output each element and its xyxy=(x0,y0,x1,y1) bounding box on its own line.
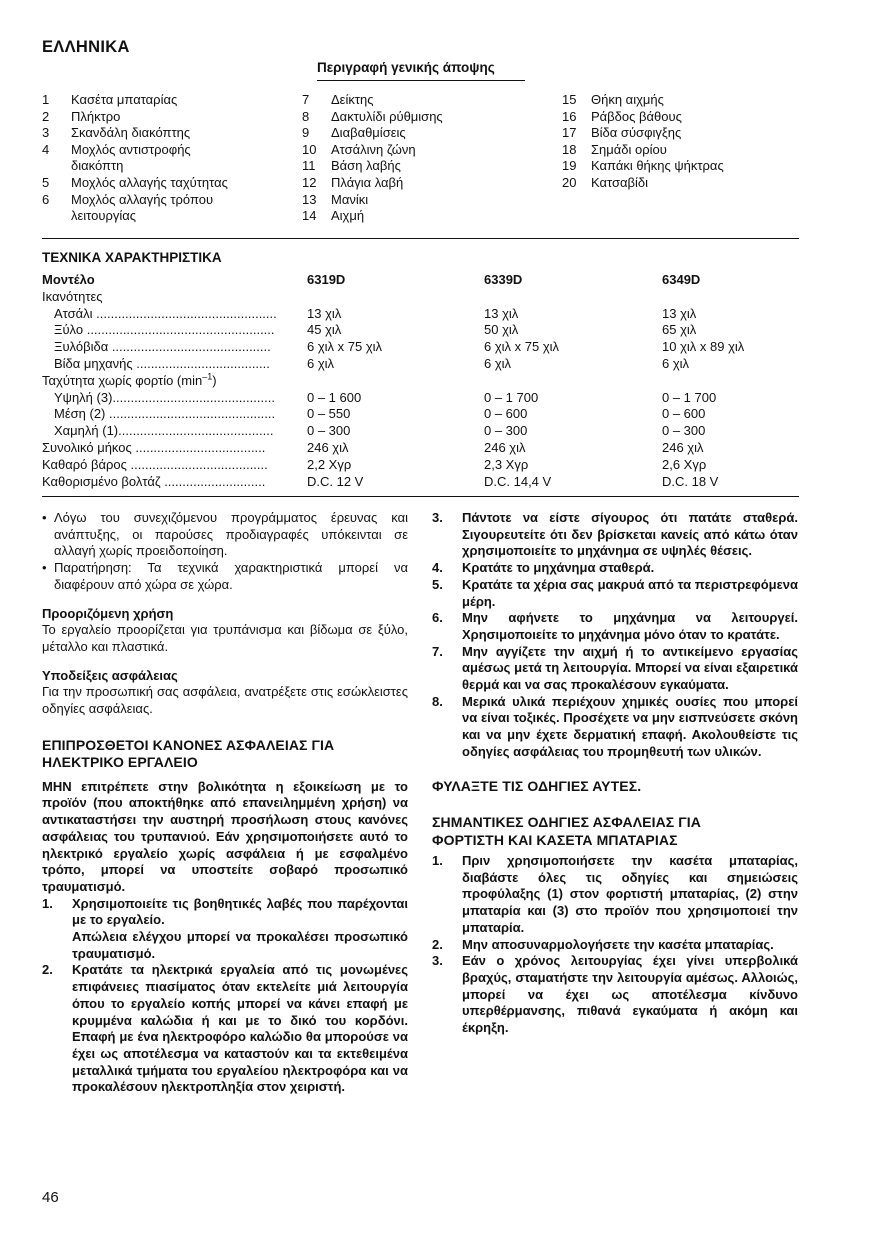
battery-rule: 2. Μην αποσυναρμολογήσετε την κασέτα μπαταρίας. xyxy=(432,936,774,952)
part-item xyxy=(42,142,228,159)
spec-value: D.C. 18 V xyxy=(662,473,719,489)
high-speed-label: Υψηλή (3)............................................. xyxy=(54,389,275,405)
spec-value: 10 χιλ x 89 χιλ xyxy=(662,339,745,355)
spec-value: 246 χιλ xyxy=(307,439,349,455)
part-number: 14 xyxy=(302,208,317,224)
bullet-icon: • xyxy=(42,510,47,525)
bullet-note: • Παρατήρηση: Τα τεχνικά χαρακτηριστικά μπορεί να διαφέρουν από χώρα σε χώρα. xyxy=(42,560,408,592)
part-item xyxy=(42,175,228,192)
battery-rule: 3. Εάν ο χρόνος λειτουργίας έχει γίνει υπερβολικά βραχύς, σταματήστε την λειτουργία αμέσως. Αλλοιώς, μπορεί να έχει ως αποτέλεσμα κίνδυνο υπερθέρμανσης, πιθανά εγκαύματα ή ακόμη και έκρηξη. xyxy=(432,953,798,1036)
part-number: 5 xyxy=(42,174,50,190)
part-item xyxy=(562,125,724,142)
spec-value: 2,6 Χγρ xyxy=(662,456,707,472)
bullet-note: • Λόγω του συνεχιζόμενου προγράμματος έρευνας και ανάπτυξης, οι παρούσες προδιαγραφές υπόκεινται σε αλλαγή χωρίς προειδοποίηση. xyxy=(42,510,408,559)
spec-value: 13 χιλ xyxy=(307,305,342,321)
parts-heading-underline xyxy=(317,80,525,81)
numbered-rule: 7. Μην αγγίζετε την αιχμή ή το αντικείμενο εργασίας αμέσως μετά τη λειτουργία. Μπορεί να είναι εξαιρετικά θερμά και να σας προκαλέσουν εγκαύματα. xyxy=(432,643,798,693)
specs-heading: ΤΕΧΝΙΚΑ ΧΑΡΑΚΤΗΡΙΣΤΙΚΑ xyxy=(42,250,222,265)
spec-value: 13 χιλ xyxy=(662,305,697,321)
part-item xyxy=(42,125,228,142)
part-label: Κασέτα μπαταρίας xyxy=(71,92,178,107)
part-item xyxy=(562,175,724,192)
numbered-rule: 1. Χρησιμοποιείτε τις βοηθητικές λαβές που παρέχονται με το εργαλείο. Απώλεια ελέγχου μπορεί να προκαλέσει προσωπικό τραυματισμό. xyxy=(42,895,408,961)
parts-list-column-2 xyxy=(302,92,443,225)
part-label: λειτουργίας xyxy=(71,208,137,224)
spec-value: 0 – 300 xyxy=(662,423,706,439)
medium-speed-label: Μέση (2) .............................................. xyxy=(54,406,276,422)
part-item xyxy=(302,192,443,209)
part-label: Πλήκτρο xyxy=(71,108,121,124)
spec-value: 65 χιλ xyxy=(662,322,697,338)
part-item xyxy=(562,142,724,159)
spec-value: 2,2 Χγρ xyxy=(307,456,352,472)
numbered-rule: 8. Μερικά υλικά περιέχουν χημικές ουσίες που μπορεί να είναι τοξικές. Προσέχετε να μην εισπνεύσετε σκόνη και να μην έχετε δερματική επαφή. Ακολουθείστε τις οδηγίες ασφάλειας του προμηθευτή των υλικών. xyxy=(432,693,798,759)
part-item xyxy=(42,109,228,126)
spec-value: 0 – 600 xyxy=(484,406,528,422)
language-title: ΕΛΛΗΝΙΚΑ xyxy=(42,38,130,56)
spec-value: 0 – 1 600 xyxy=(307,389,362,405)
keep-instructions-heading: ΦΥΛΑΞΤΕ ΤΙΣ ΟΔΗΓΙΕΣ ΑΥΤΕΣ. xyxy=(432,777,642,794)
rated-voltage-label: Καθορισμένο βολτάζ ............................ xyxy=(42,473,266,489)
part-label: Θήκη αιχμής xyxy=(591,92,664,107)
part-item xyxy=(302,175,443,192)
part-item-continued xyxy=(42,208,228,225)
safety-tips-text: Για την προσωπική σας ασφάλεια, ανατρέξετε στις εσώκλειστες οδηγίες ασφάλειας. xyxy=(42,684,408,717)
numbered-rule: 6. Μην αφήνετε το μηχάνημα να λειτουργεί. Χρησιμοποιείτε το μηχάνημα μόνο όταν το κρατάτε. xyxy=(432,610,798,642)
part-item xyxy=(302,158,443,175)
part-label: Μοχλός αλλαγής ταχύτητας xyxy=(71,174,228,190)
part-number: 7 xyxy=(302,92,310,107)
part-item xyxy=(562,92,724,109)
spec-value: 6 χιλ x 75 χιλ xyxy=(307,339,383,355)
spec-value: D.C. 12 V xyxy=(307,473,364,489)
right-column xyxy=(432,510,798,1037)
battery-rule: 1. Πριν χρησιμοποιήσετε την κασέτα μπαταρίας, διαβάστε όλες τις οδηγίες και σημειώσεις προφύλαξης (1) στον φορτιστή μπαταρίας, (2) στην μπαταρία και (3) στο προϊόν που χρησιμοποιεί την μπαταρία. xyxy=(432,853,798,935)
machine-screw-label: Βίδα μηχανής ..................................... xyxy=(54,355,270,371)
part-label: Μοχλός αλλαγής τρόπου xyxy=(71,191,214,207)
parts-list-column-3 xyxy=(562,92,724,192)
part-label: Δακτυλίδι ρύθμισης xyxy=(331,108,443,124)
numbered-rule: 2. Κρατάτε τα ηλεκτρικά εργαλεία από τις μονωμένες επιφάνειες πιασίματος όταν εκτελείτε μιά λειτουργία όπου το εργαλείο κοπής μπορεί να κάνει επαφή με κρυμμένα καλώδια ή και με το δικό του κορδόνι. Επαφή με ένα ηλεκτροφόρο καλώδιο θα μπορούσε να έχει ως αποτέλεσμα να καταστούν και τα εκτεθειμένα μεταλλικά τμήματα του εργαλείου ηλεκτροφόρα και να προκαλέσουν ηλεκτροπληξία στον χειριστή. xyxy=(42,962,408,1095)
part-label: διακόπτη xyxy=(71,158,124,174)
safety-tips-heading: Υποδείξεις ασφάλειας xyxy=(42,667,178,683)
spec-value: D.C. 14,4 V xyxy=(484,473,552,489)
model-label: Μοντέλο xyxy=(42,272,95,287)
numbered-rule: 5. Κρατάτε τα χέρια σας μακρυά από τα περιστρεφόμενα μέρη. xyxy=(432,576,798,609)
intended-use-heading: Προοριζόμενη χρήση xyxy=(42,605,174,621)
spec-value: 0 – 550 xyxy=(307,406,351,422)
part-label: Πλάγια λαβή xyxy=(331,174,404,190)
section-divider xyxy=(42,238,799,239)
part-label: Διαβαθμίσεις xyxy=(331,125,406,141)
section-divider xyxy=(42,496,799,497)
part-number: 15 xyxy=(562,92,577,107)
spec-value: 6 χιλ xyxy=(307,355,335,371)
part-number: 3 xyxy=(42,125,50,141)
part-number: 6 xyxy=(42,191,50,207)
model-name: 6349D xyxy=(662,272,701,287)
spec-value: 0 – 1 700 xyxy=(484,389,539,405)
part-item-continued xyxy=(42,158,228,175)
wood-screw-label: Ξυλόβιδα ............................................ xyxy=(54,339,271,355)
part-item xyxy=(562,158,724,175)
part-label: Αιχμή xyxy=(331,208,365,224)
part-label: Μοχλός αντιστροφής xyxy=(71,141,191,157)
part-label: Κατσαβίδι xyxy=(591,174,649,190)
part-number: 13 xyxy=(302,191,317,207)
part-number: 20 xyxy=(562,174,577,190)
part-item xyxy=(562,109,724,126)
part-number: 18 xyxy=(562,141,577,157)
part-number: 8 xyxy=(302,108,310,124)
rules-intro: ΜΗΝ επιτρέπετε στην βολικότητα η εξοικείωση με το προϊόν (που αποκτήθηκε από επανειλημμένη χρήση) να αντικαταστήσει την αυστηρή προσήλωση στους κανόνες ασφάλειας του τρυπανιού. Εάν χρησιμοποιήσετε αυτό το ηλεκτρικό εργαλείο χωρίς ασφάλεια ή με εσφαλμένο τρόπο, μπορεί να υποστείτε σοβαρό προσωπικό τραυματισμό. xyxy=(42,778,408,894)
no-load-speed-label: Ταχύτητα χωρίς φορτίο $(\min^{-1})$ xyxy=(42,371,217,388)
part-label: Δείκτης xyxy=(331,92,374,107)
spec-value: 246 χιλ xyxy=(484,439,526,455)
battery-safety-heading: ΣΗΜΑΝΤΙΚΕΣ ΟΔΗΓΙΕΣ ΑΣΦΑΛΕΙΑΣ ΓΙΑ ΦΟΡΤΙΣΤΗ ΚΑΙ ΚΑΣΕΤΑ ΜΠΑΤΑΡΙΑΣ xyxy=(432,814,701,848)
numbered-rule: 3. Πάντοτε να είστε σίγουρος ότι πατάτε σταθερά. Σιγουρευτείτε ότι δεν βρίσκεται κανείς από κάτω όταν χρησιμοποιείτε το μηχάνημα σε υψηλές θέσεις. xyxy=(432,510,798,559)
spec-value: 0 – 300 xyxy=(484,423,528,439)
part-item xyxy=(302,92,443,109)
part-label: Σημάδι ορίου xyxy=(591,141,667,157)
intended-use-text: Το εργαλείο προορίζεται για τρυπάνισμα και βίδωμα σε ξύλο, μέταλλο και πλαστικά. xyxy=(42,622,408,654)
parts-list-column-1 xyxy=(42,92,228,225)
bullet-icon: • xyxy=(42,560,47,576)
part-label: Βίδα σύσφιγξης xyxy=(591,125,682,141)
part-label: Καπάκι θήκης ψήκτρας xyxy=(591,158,724,174)
parts-heading: Περιγραφή γενικής άποψης xyxy=(317,60,495,75)
spec-value: 6 χιλ x 75 χιλ xyxy=(484,339,560,355)
spec-value: 0 – 1 700 xyxy=(662,389,717,405)
steel-label: Ατσάλι .................................................. xyxy=(54,305,277,321)
part-number: 9 xyxy=(302,125,310,141)
low-speed-label: Χαμηλή (1)........................................... xyxy=(54,423,274,439)
part-label: Σκανδάλη διακόπτης xyxy=(71,125,191,141)
part-number: 17 xyxy=(562,125,577,141)
part-label: Ατσάλινη ζώνη xyxy=(331,141,416,157)
part-item xyxy=(42,92,228,109)
part-number: 4 xyxy=(42,141,50,157)
part-number: 12 xyxy=(302,174,317,190)
part-label: Ράβδος βάθους xyxy=(591,108,682,124)
wood-label: Ξύλο .................................................... xyxy=(54,322,275,338)
part-number: 19 xyxy=(562,158,577,174)
spec-value: 50 χιλ xyxy=(484,322,519,338)
spec-value: 6 χιλ xyxy=(484,355,512,371)
capacities-label: Ικανότητες xyxy=(42,288,103,304)
part-label: Βάση λαβής xyxy=(331,158,401,174)
part-item xyxy=(302,208,443,225)
part-item xyxy=(302,109,443,126)
part-number: 10 xyxy=(302,141,317,157)
part-item xyxy=(42,192,228,209)
part-label: Μανίκι xyxy=(331,191,369,207)
spec-value: 6 χιλ xyxy=(662,355,690,371)
net-weight-label: Καθαρό βάρος ...................................... xyxy=(42,456,268,472)
overall-length-label: Συνολικό μήκος .................................... xyxy=(42,439,266,455)
spec-value: 45 χιλ xyxy=(307,322,342,338)
spec-value: 2,3 Χγρ xyxy=(484,456,529,472)
page-number: 46 xyxy=(42,1189,59,1206)
left-column xyxy=(42,510,408,1096)
spec-value: 13 χιλ xyxy=(484,305,519,321)
spec-value: 0 – 600 xyxy=(662,406,706,422)
part-item xyxy=(302,142,443,159)
spec-value: 0 – 300 xyxy=(307,423,351,439)
part-number: 16 xyxy=(562,108,577,124)
model-name: 6319D xyxy=(307,272,346,287)
model-name: 6339D xyxy=(484,272,523,287)
part-number: 1 xyxy=(42,92,50,107)
part-number: 11 xyxy=(302,158,316,174)
additional-rules-heading: ΕΠΙΠΡΟΣΘΕΤΟΙ ΚΑΝΟΝΕΣ ΑΣΦΑΛΕΙΑΣ ΓΙΑ ΗΛΕΚΤΡΙΚΟ ΕΡΓΑΛΕΙΟ xyxy=(42,736,335,771)
part-item xyxy=(302,125,443,142)
part-number: 2 xyxy=(42,108,50,124)
spec-value: 246 χιλ xyxy=(662,439,704,455)
numbered-rule: 4. Κρατάτε το μηχάνημα σταθερά. xyxy=(432,560,655,576)
